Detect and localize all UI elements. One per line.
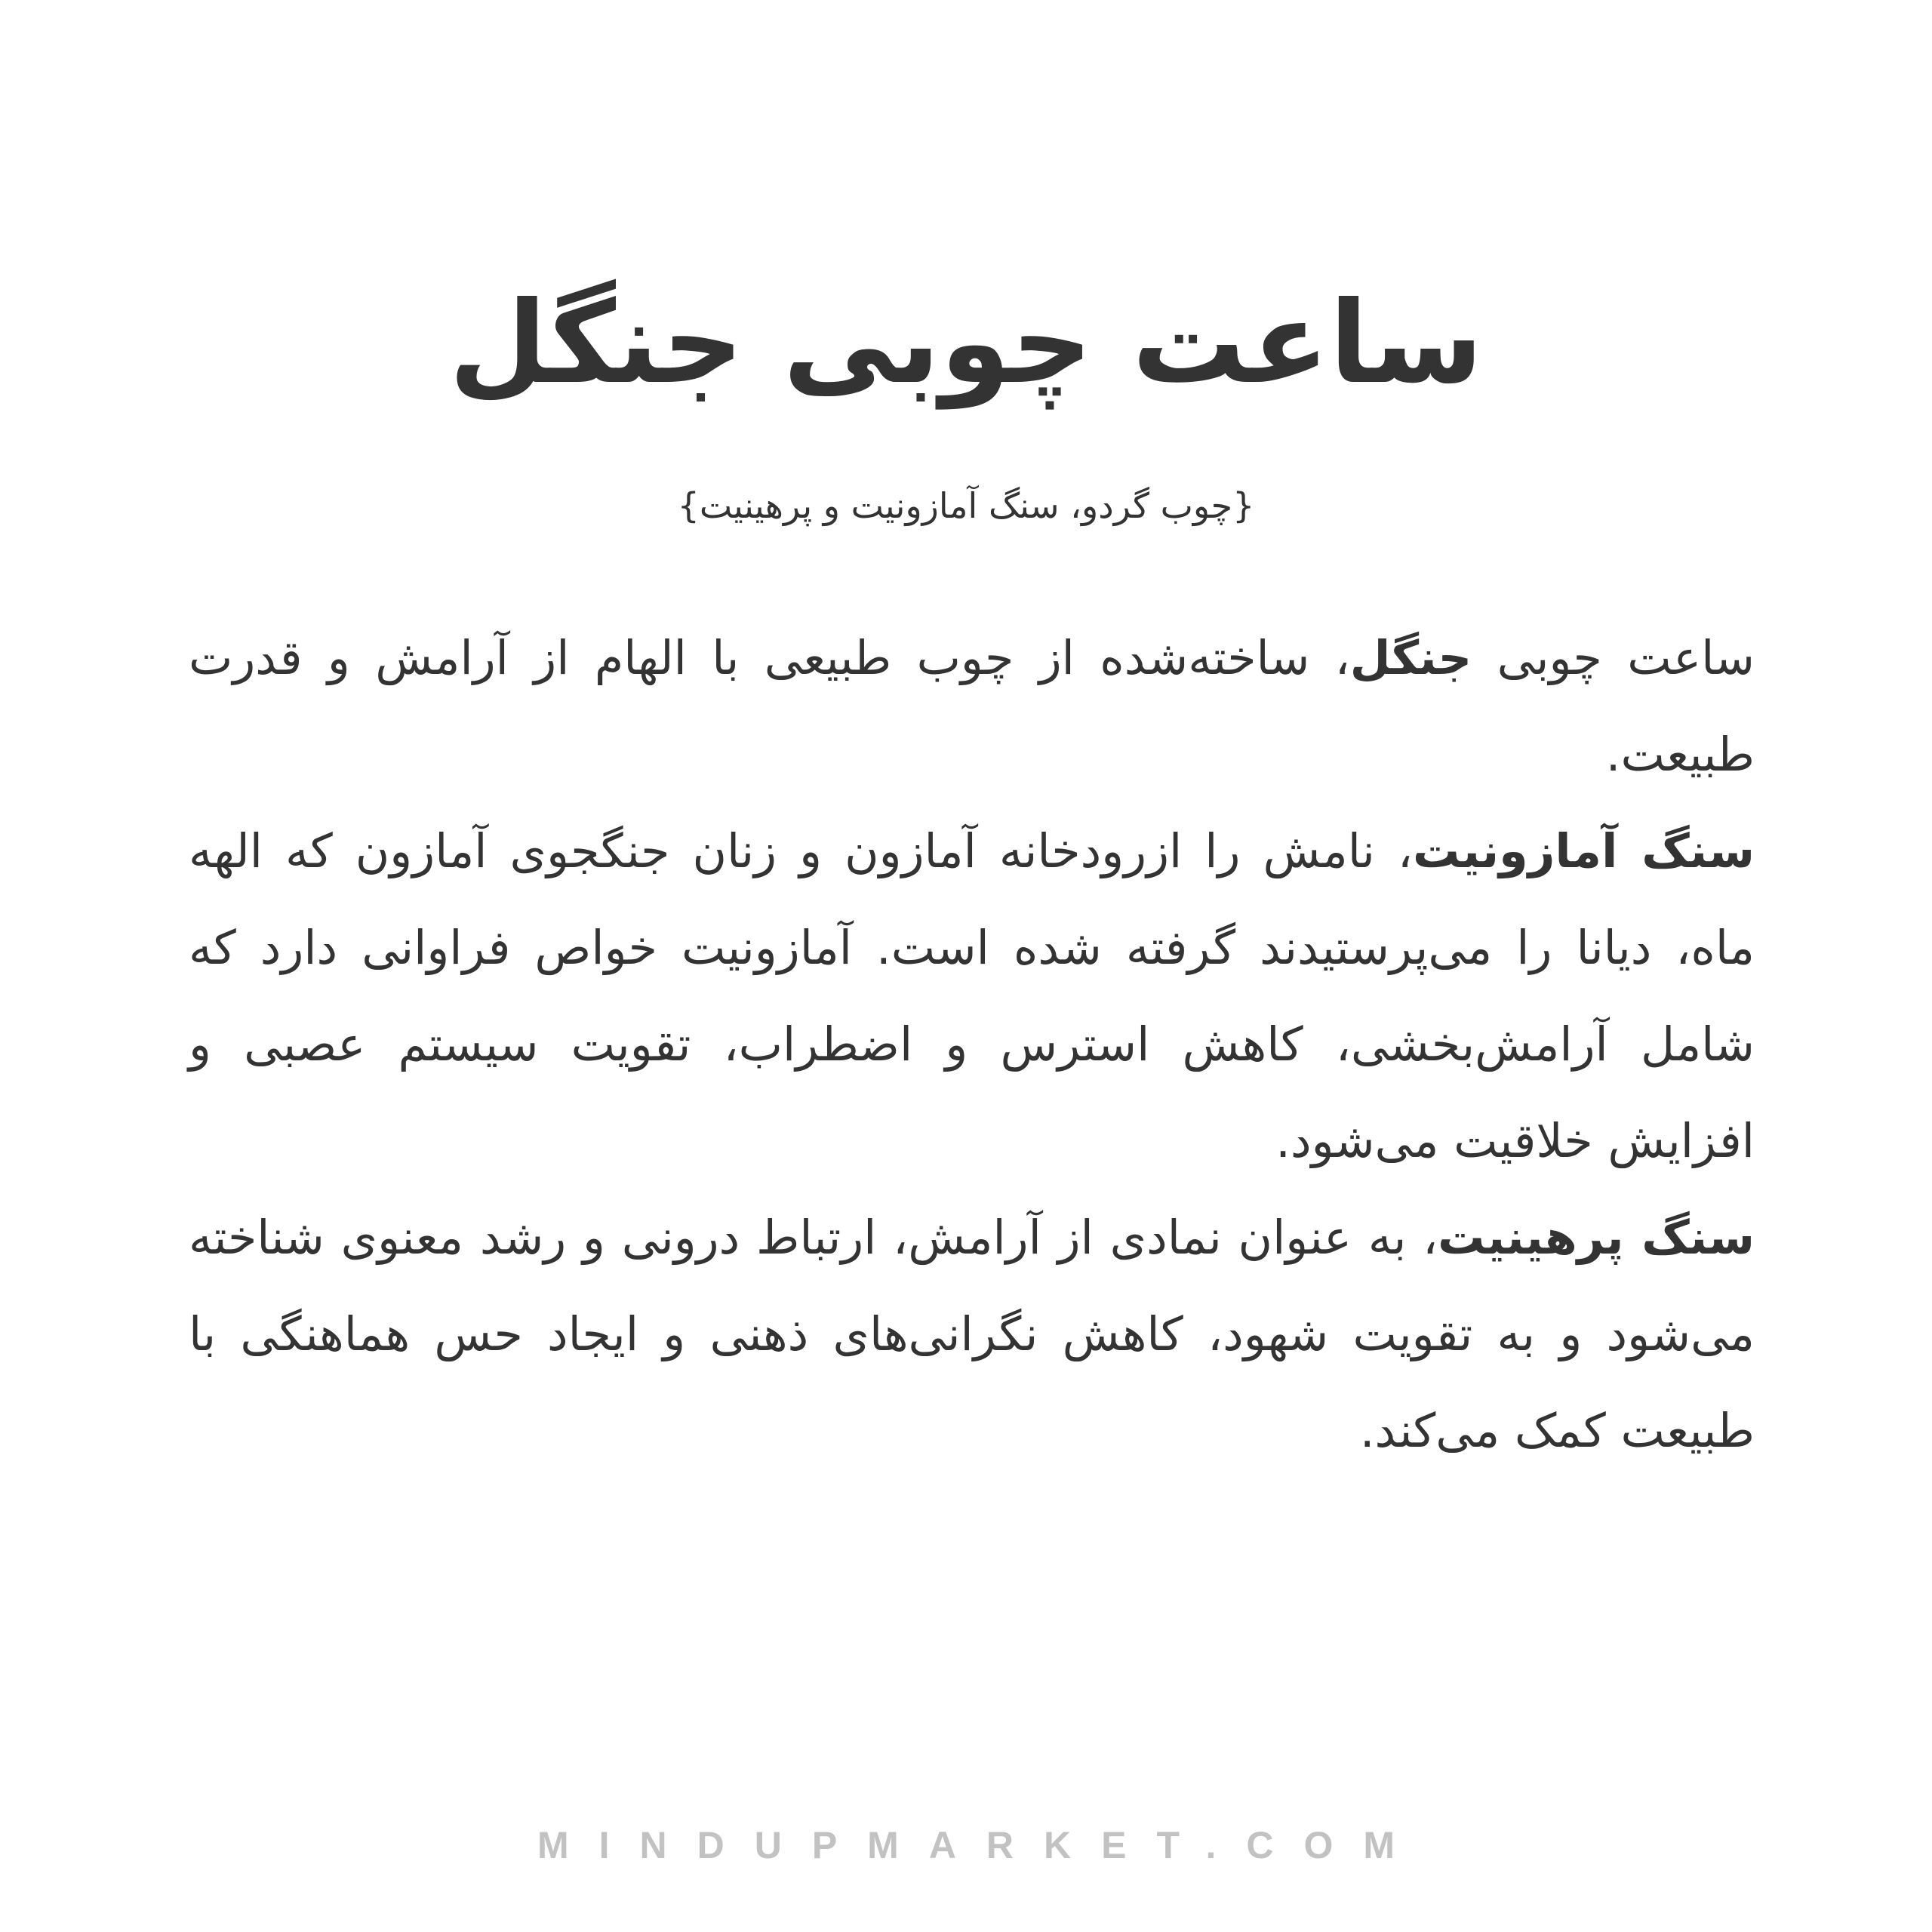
paragraph-prehnite <box>189 1189 1755 1479</box>
paragraph-amazonite-text: ، نامش را ازرودخانه آمازون و زنان جنگجوی آمازون که الهه ماه، دیانا را می‌پرستیدند گرفته شده است. آمازونیت خواص فراوانی دارد که شامل آرامش‌بخشی، کاهش استرس و اضطراب، تقویت سیستم عصبی و افزایش خلاقیت می‌شود. <box>189 823 1755 1168</box>
paragraph-prehnite-text: ، به عنوان نمادی از آرامش، ارتباط درونی و رشد معنوی شناخته می‌شود و به تقویت شهود، کاهش نگرانی‌های ذهنی و ایجاد حس هماهنگی با طبیعت کمک می‌کند. <box>189 1210 1755 1458</box>
website-footer: MINDUPMARKET.COM <box>537 1824 1426 1866</box>
paragraph-intro <box>189 610 1755 803</box>
paragraph-amazonite-heading: سنگ آمازونیت <box>1412 823 1755 878</box>
paragraph-intro-pre: ساعت چوبی <box>1472 630 1755 685</box>
paragraph-amazonite <box>189 803 1755 1189</box>
paragraph-prehnite-heading: سنگ پرهینیت <box>1438 1210 1755 1265</box>
paragraph-intro-bold: جنگل <box>1349 630 1472 685</box>
document-subtitle: {چوب گردو، سنگ آمازونیت و پرهینیت} <box>677 485 1255 526</box>
document-title: ساعت چوبی جنگل <box>448 278 1484 409</box>
paragraph-intro-text: ، ساخته‌شده از چوب طبیعی با الهام از آرامش و قدرت طبیعت. <box>189 630 1755 782</box>
document-body <box>189 610 1755 1479</box>
